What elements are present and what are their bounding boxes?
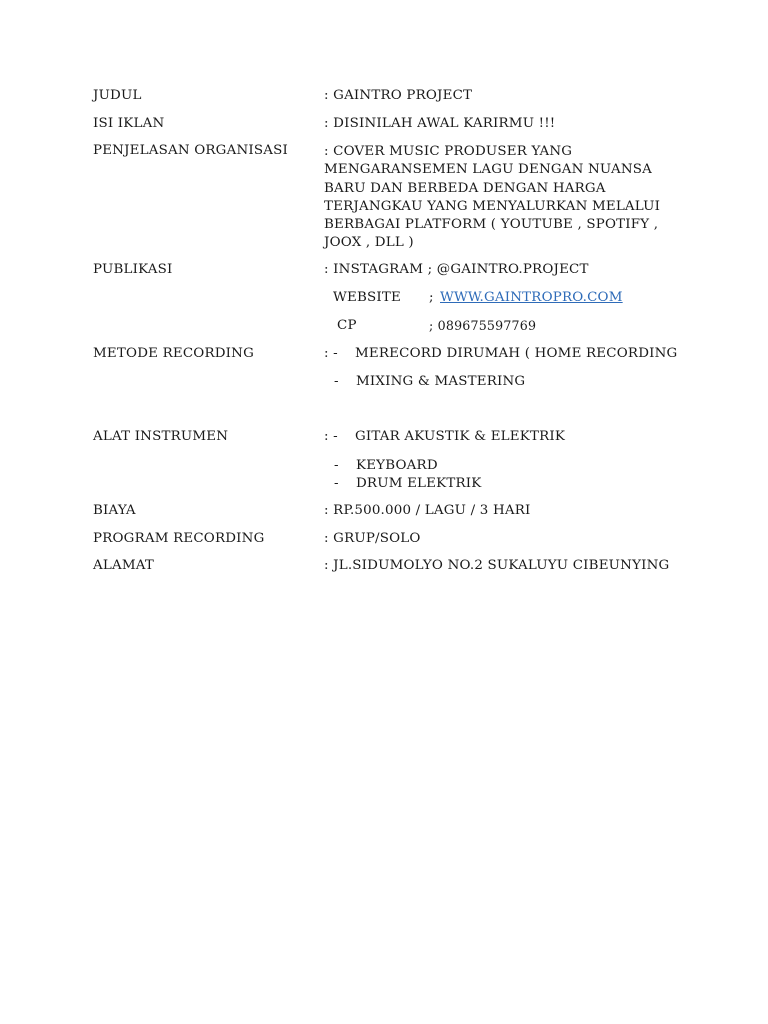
penjelasan-value: : COVER MUSIC PRODUSER YANG MENGARANSEMEN LAGU DENGAN NUANSA BARU DAN BERBEDA DENGAN HARGA TERJANGKAU YANG MENYALURKAN MELALUI BERBAGAI PLATFORM ( YOUTUBE , SPOTIFY , JOOX , DLL ) [324,144,661,251]
website-separator: ; [429,290,434,305]
alat-dash-2: - [334,458,339,473]
isi-iklan-value: : DISINILAH AWAL KARIRMU !!! [324,116,556,131]
publikasi-label: PUBLIKASI [93,262,173,277]
publikasi-instagram: : INSTAGRAM ; @GAINTRO.PROJECT [324,262,589,277]
alat-prefix: : - [324,429,338,444]
alat-item-3: DRUM ELEKTRIK [356,476,482,491]
program-label: PROGRAM RECORDING [93,531,265,546]
alat-label: ALAT INSTRUMEN [93,429,229,444]
penjelasan-label: PENJELASAN ORGANISASI [93,143,288,158]
biaya-value: : RP.500.000 / LAGU / 3 HARI [324,503,531,518]
metode-prefix: : - [324,346,338,361]
alat-item-1: GITAR AKUSTIK & ELEKTRIK [355,429,566,444]
metode-dash-2: - [334,374,339,389]
website-label: WEBSITE [333,290,401,305]
program-value: : GRUP/SOLO [324,531,421,546]
alamat-value: : JL.SIDUMOLYO NO.2 SUKALUYU CIBEUNYING [324,558,670,573]
isi-iklan-label: ISI IKLAN [93,116,165,131]
judul-value: : GAINTRO PROJECT [324,88,473,103]
metode-label: METODE RECORDING [93,346,254,361]
alat-item-2: KEYBOARD [356,458,438,473]
website-link[interactable]: WWW.GAINTROPRO.COM [440,290,623,305]
cp-label: CP [337,318,357,333]
metode-item-1: MERECORD DIRUMAH ( HOME RECORDING [355,346,678,361]
cp-value: ; 089675597769 [429,318,537,333]
judul-label: JUDUL [93,88,142,103]
alamat-label: ALAMAT [93,558,155,573]
alat-dash-3: - [334,476,339,491]
metode-item-2: MIXING & MASTERING [356,374,526,389]
biaya-label: BIAYA [93,503,136,518]
